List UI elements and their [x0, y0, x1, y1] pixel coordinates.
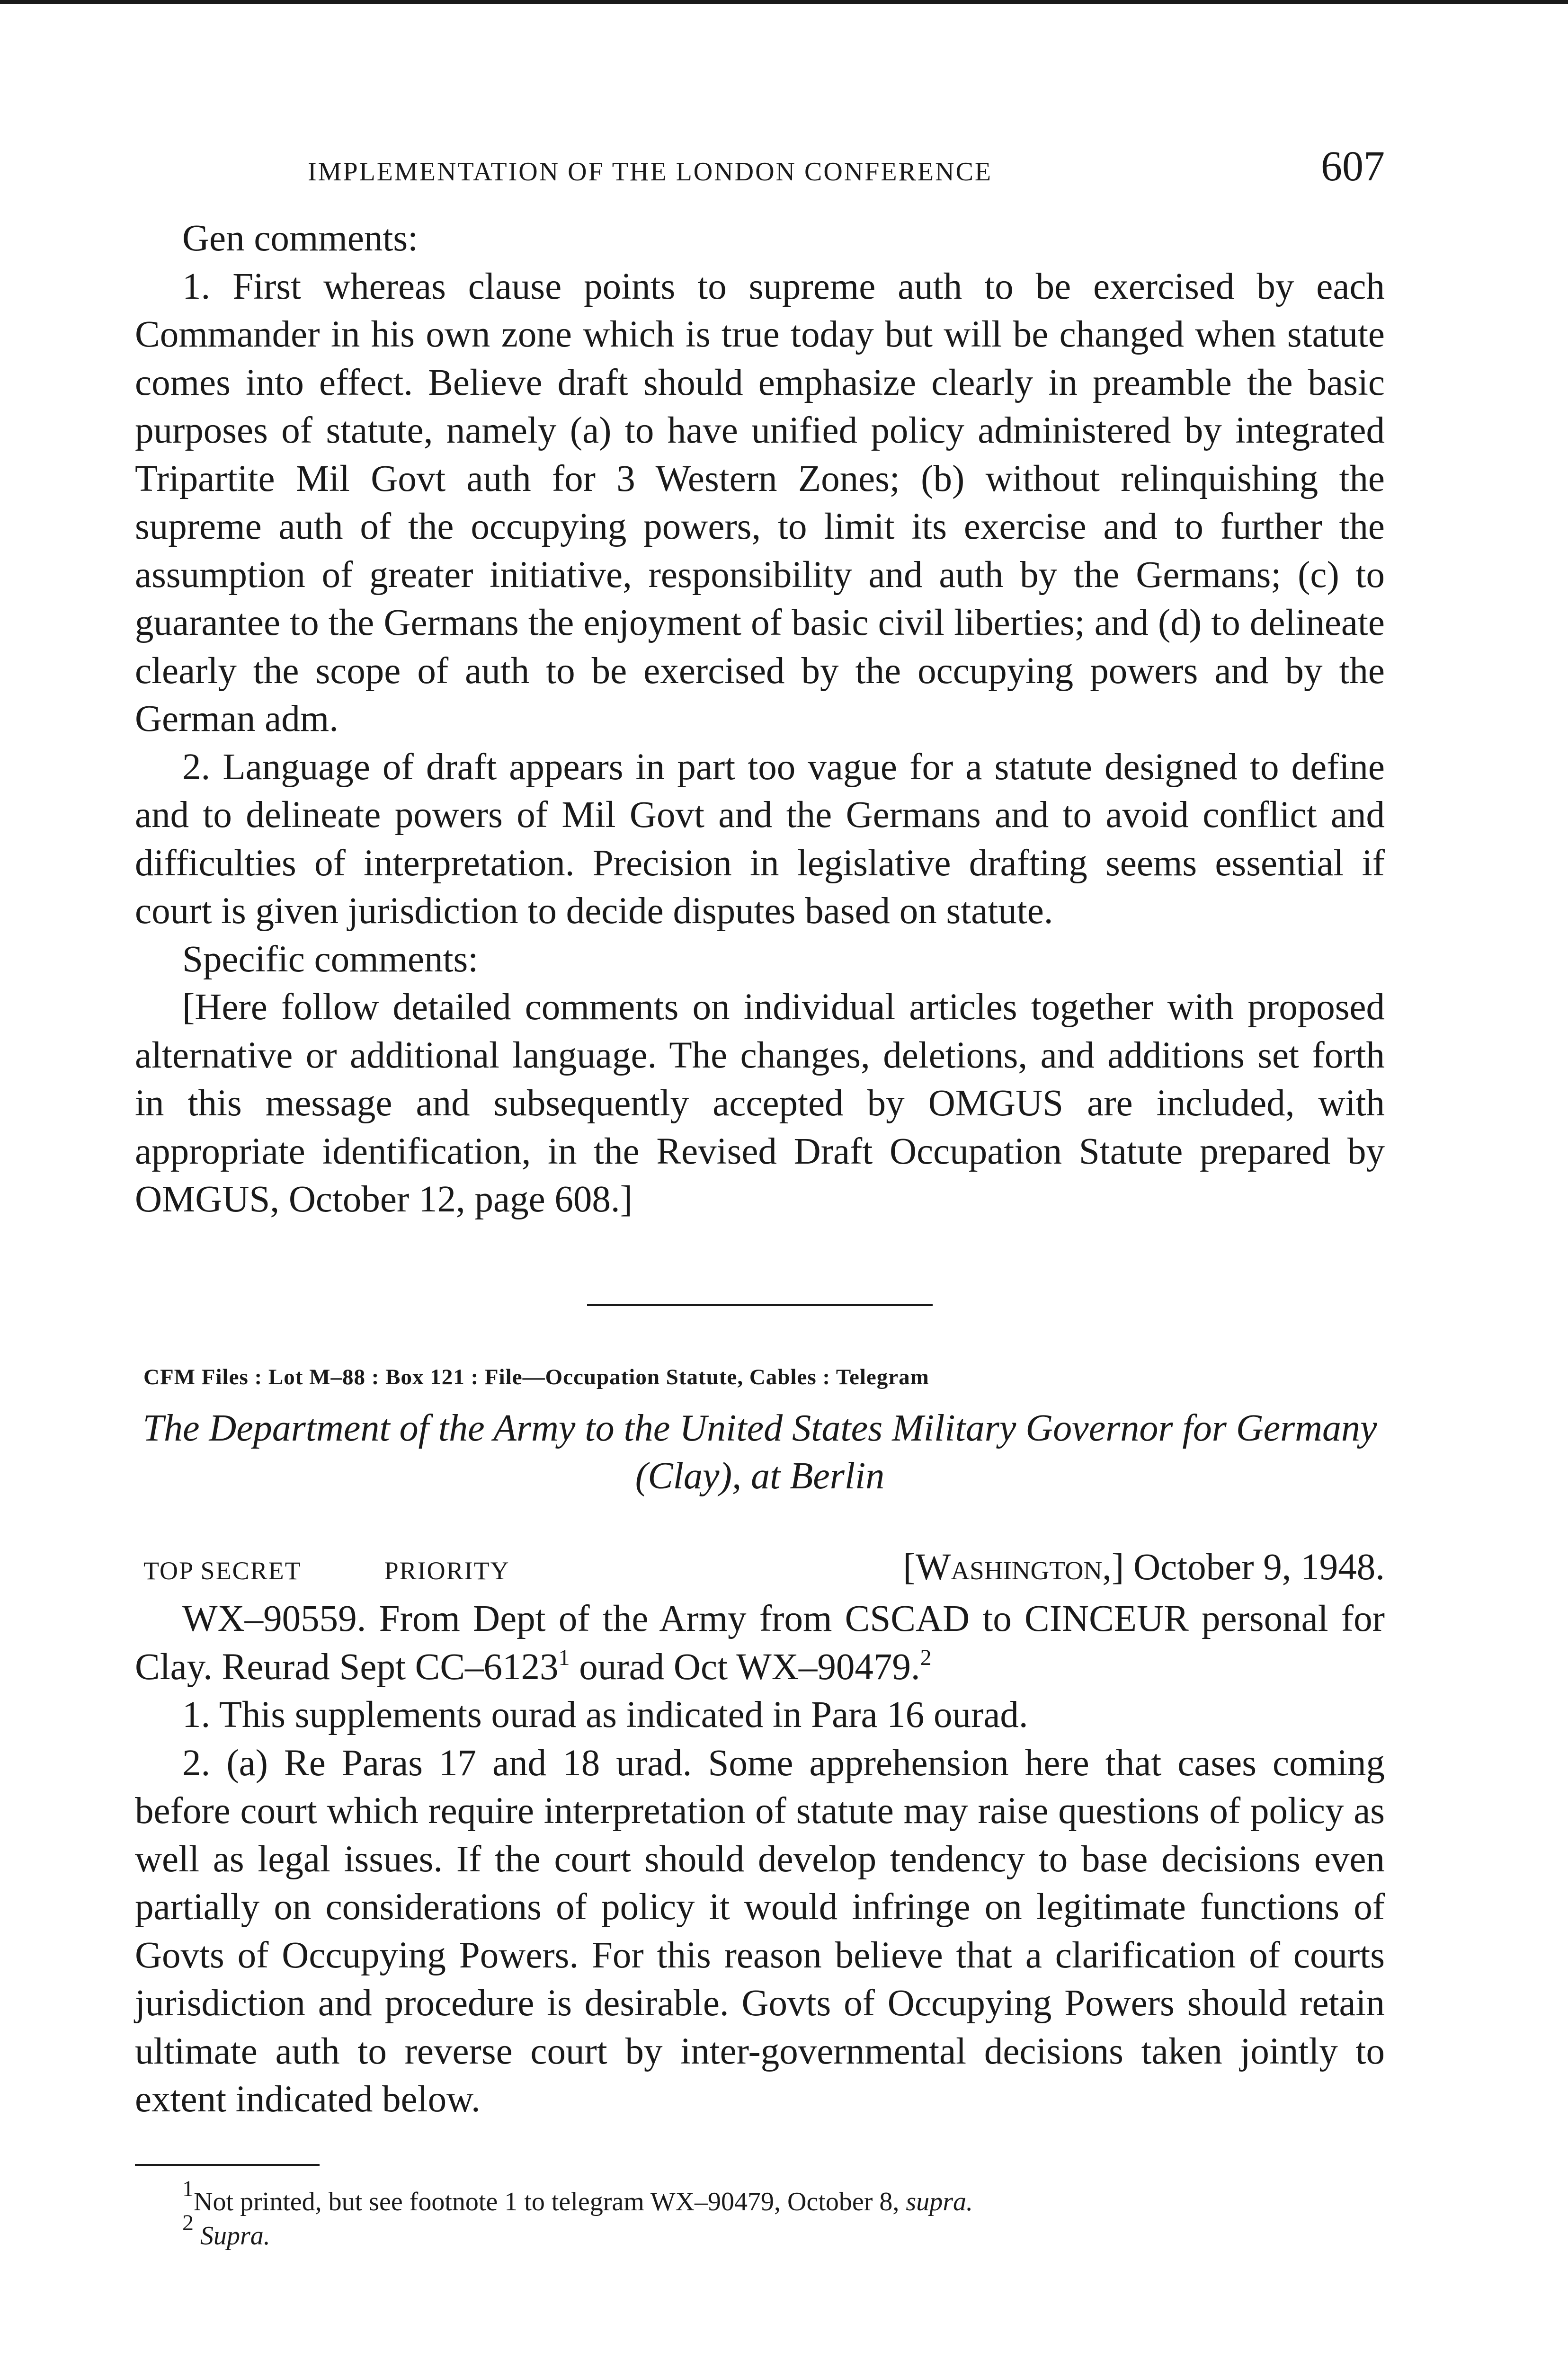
- footnote-2-ref: Supra.: [200, 2221, 270, 2251]
- place-date: [Washington,] October 9, 1948.: [903, 1546, 1385, 1588]
- footnote-1-ref: supra.: [906, 2187, 973, 2216]
- footnote-1-marker: 1: [182, 2176, 194, 2201]
- footnote-2: [135, 2210, 1385, 2253]
- dateline: [135, 1543, 1385, 1595]
- running-title: IMPLEMENTATION OF THE LONDON CONFERENCE: [308, 157, 993, 187]
- paragraph-1: 1. First whereas clause points to supreme auth to be exercised by each Commander in his own zone which is true today but will be changed when statute comes into effect. Believe draft should emphasize clearly in preamble the basic purposes of statute, namely (a) to have unified policy administered by integrated Tripartite Mil Govt auth for 3 Western Zones; (b) without relinquishing the supreme auth of the occupying powers, to limit its exercise and to further the assumption of greater initiative, responsibility and auth by the Germans; (c) to guarantee to the Germans the enjoyment of basic civil liberties; and (d) to delineate clearly the scope of auth to be exercised by the occupying powers and by the German adm.: [135, 266, 1385, 739]
- page-content: [135, 142, 1385, 2253]
- footnote-1: [135, 2176, 1385, 2219]
- editorial-note: [Here follow detailed comments on individual articles together with proposed alternative or additional language. The changes, deletions, and additions set forth in this message and subsequently accepted by OMGUS are included, with appropriate identification, in the Revised Draft Occupation Statute prepared by OMGUS, October 12, page 608.]: [135, 987, 1385, 1220]
- footnote-2-marker: 2: [182, 2210, 194, 2235]
- telegram-paragraph-1: 1. This supplements ourad as indicated in Para 16 ourad.: [182, 1694, 1028, 1735]
- document-title: The Department of the Army to the United States Military Governor for Germany (Clay), at Berlin: [143, 1407, 1377, 1497]
- footnote-ref-1: 1: [558, 1645, 570, 1670]
- place-name: Washington,: [915, 1546, 1112, 1588]
- running-header: [135, 142, 1385, 191]
- telegram-intro-text-b: ourad Oct WX–90479.: [570, 1646, 920, 1688]
- top-border-rule: [0, 0, 1568, 4]
- section-separator: [587, 1304, 933, 1306]
- priority-label: PRIORITY: [384, 1556, 510, 1585]
- footnote-1-text: Not printed, but see footnote 1 to telegram WX–90479, October 8,: [194, 2187, 906, 2216]
- specific-comments-label: Specific comments:: [182, 938, 479, 980]
- footnote-ref-2: 2: [920, 1645, 932, 1670]
- footnote-rule: [135, 2164, 320, 2166]
- telegram-intro: [135, 1595, 1385, 1691]
- page-number: 607: [1321, 143, 1385, 190]
- telegram-date: October 9, 1948.: [1133, 1546, 1385, 1588]
- source-citation: CFM Files : Lot M–88 : Box 121 : File—Occupation Statute, Cables : Telegram: [143, 1364, 929, 1389]
- classification-label: TOP SECRET: [143, 1556, 302, 1585]
- telegram-intro-text-a: WX–90559. From Dept of the Army from CSCAD to CINCEUR personal for Clay. Reurad Sept CC–6123: [135, 1598, 1385, 1688]
- telegram-paragraph-2a: 2. (a) Re Paras 17 and 18 urad. Some apprehension here that cases coming before court which require interpretation of statute may raise questions of policy as well as legal issues. If the court should develop tendency to base decisions even partially on considerations of policy it would infringe on legitimate functions of Govts of Occupying Powers. For this reason believe that a clarification of courts jurisdiction and procedure is desirable. Govts of Occupying Powers should retain ultimate auth to reverse court by inter-governmental decisions taken jointly to extent indicated below.: [135, 1742, 1385, 2120]
- paragraph-2: 2. Language of draft appears in part too vague for a statute designed to define and to delineate powers of Mil Govt and the Germans and to avoid conflict and difficulties of interpretation. Precision in legislative drafting seems essential if court is given jurisdiction to decide disputes based on statute.: [135, 746, 1385, 932]
- gen-comments-label: Gen comments:: [182, 218, 419, 259]
